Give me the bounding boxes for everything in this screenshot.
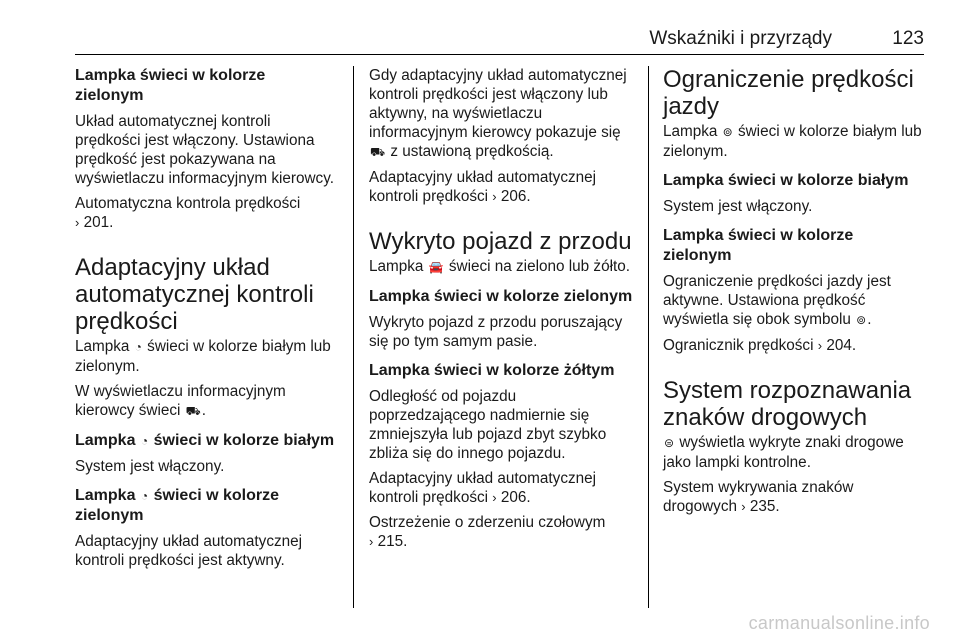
vehicle-ahead-icon: ⛟ xyxy=(185,404,201,418)
paragraph-with-ref: Ogranicznik prędkości › 204. xyxy=(663,337,857,354)
subheading-green: Lampka świeci w kolorze zielonym xyxy=(663,227,854,264)
paragraph: Lampka ◔ świeci w kolorze białym lub zielonym. xyxy=(75,338,331,375)
paragraph: System jest włączony. xyxy=(75,458,225,475)
page-reference-arrow-icon: › xyxy=(817,338,823,353)
header-divider xyxy=(75,54,924,55)
column-1 xyxy=(75,66,337,576)
adaptive-cruise-icon: ◔ xyxy=(140,489,149,503)
paragraph-with-ref: Adaptacyjny układ automatycznej kontroli prędkości › 206. xyxy=(369,169,597,205)
page-header xyxy=(75,28,924,54)
speed-limiter-icon: ⊚ xyxy=(722,125,733,139)
paragraph: Ograniczenie prędkości jazdy jest aktywne. Ustawiona prędkość wyświetla się obok symbolu ⊚. xyxy=(663,273,891,328)
header-title: Wskaźniki i przyrządy xyxy=(649,28,832,49)
paragraph: Gdy adaptacyjny układ automatycznej kontroli prędkości jest włączony lub aktywny, na wyświetlaczu informacyjnym kierowcy pokazuje się ⛟ z ustawioną prędkością. xyxy=(369,67,627,160)
section-heading: Ograniczenie prędkości jazdy xyxy=(663,66,914,120)
column-2 xyxy=(369,66,635,557)
page-reference-link[interactable]: 206. xyxy=(500,489,531,506)
subheading-green: Lampka świeci w kolorze zielonym xyxy=(75,67,266,104)
page-reference-link[interactable]: 215. xyxy=(377,533,408,550)
speed-limiter-icon: ⊚ xyxy=(856,313,867,327)
paragraph: System jest włączony. xyxy=(663,198,813,215)
paragraph: Lampka ⊚ świeci w kolorze białym lub zielonym. xyxy=(663,123,922,160)
paragraph: Odległość od pojazdu poprzedzającego nadmiernie się zmniejszyła lub pojazd zbyt szybko zbliża się do innego pojazdu. xyxy=(369,388,607,462)
page-reference-arrow-icon: › xyxy=(369,534,374,549)
section-heading: Adaptacyjny układ automatycznej kontroli prędkości xyxy=(75,254,314,335)
paragraph-with-ref: System wykrywania znaków drogowych › 235. xyxy=(663,479,854,515)
page-number: 123 xyxy=(892,28,924,49)
paragraph-with-ref: Automatyczna kontrola prędkości › 201. xyxy=(75,195,301,231)
section-heading: System rozpoznawania znaków drogowych xyxy=(663,377,912,431)
vehicle-ahead-icon: 🚘 xyxy=(428,260,444,274)
vehicle-ahead-icon: ⛟ xyxy=(370,145,386,159)
subheading-green: Lampka ◔ świeci w kolorze zielonym xyxy=(75,487,280,524)
subheading-green: Lampka świeci w kolorze zielonym xyxy=(369,288,633,305)
section-heading: Wykryto pojazd z przodu xyxy=(369,228,632,255)
column-3 xyxy=(663,66,923,522)
page-reference-arrow-icon: › xyxy=(741,499,746,514)
column-divider-1 xyxy=(353,66,354,608)
traffic-sign-icon: ⊜ xyxy=(664,436,675,450)
adaptive-cruise-icon: ◔ xyxy=(140,434,149,448)
page-reference-link[interactable]: 206. xyxy=(500,188,531,205)
paragraph: ⊜ wyświetla wykryte znaki drogowe jako lampki kontrolne. xyxy=(663,434,904,471)
subheading-yellow: Lampka świeci w kolorze żółtym xyxy=(369,362,615,379)
subheading-white: Lampka świeci w kolorze białym xyxy=(663,172,909,189)
paragraph: Wykryto pojazd z przodu poruszający się po tym samym pasie. xyxy=(369,314,623,350)
column-divider-2 xyxy=(648,66,649,608)
adaptive-cruise-icon: ◔ xyxy=(134,340,142,354)
watermark: carmanualsonline.info xyxy=(748,613,930,633)
paragraph: Układ automatycznej kontroli prędkości jest włączony. Ustawiona prędkość jest pokazywana na wyświetlaczu informacyjnym kierowcy. xyxy=(75,113,334,187)
paragraph-with-ref: Adaptacyjny układ automatycznej kontroli prędkości › 206. xyxy=(369,470,597,506)
page-reference-arrow-icon: › xyxy=(492,490,497,505)
page-reference-arrow-icon: › xyxy=(75,215,80,230)
page-reference-arrow-icon: › xyxy=(492,189,497,204)
paragraph: W wyświetlaczu informacyjnym kierowcy świeci ⛟. xyxy=(75,383,286,419)
page-reference-link[interactable]: 204. xyxy=(826,337,857,354)
paragraph: Adaptacyjny układ automatycznej kontroli prędkości jest aktywny. xyxy=(75,533,303,569)
paragraph-with-ref: Ostrzeżenie o zderzeniu czołowym › 215. xyxy=(369,514,606,550)
subheading-white: Lampka ◔ świeci w kolorze białym xyxy=(75,432,335,449)
page-reference-link[interactable]: 235. xyxy=(749,498,780,515)
page-reference-link[interactable]: 201. xyxy=(83,214,114,231)
paragraph: Lampka 🚘 świeci na zielono lub żółto. xyxy=(369,258,630,275)
